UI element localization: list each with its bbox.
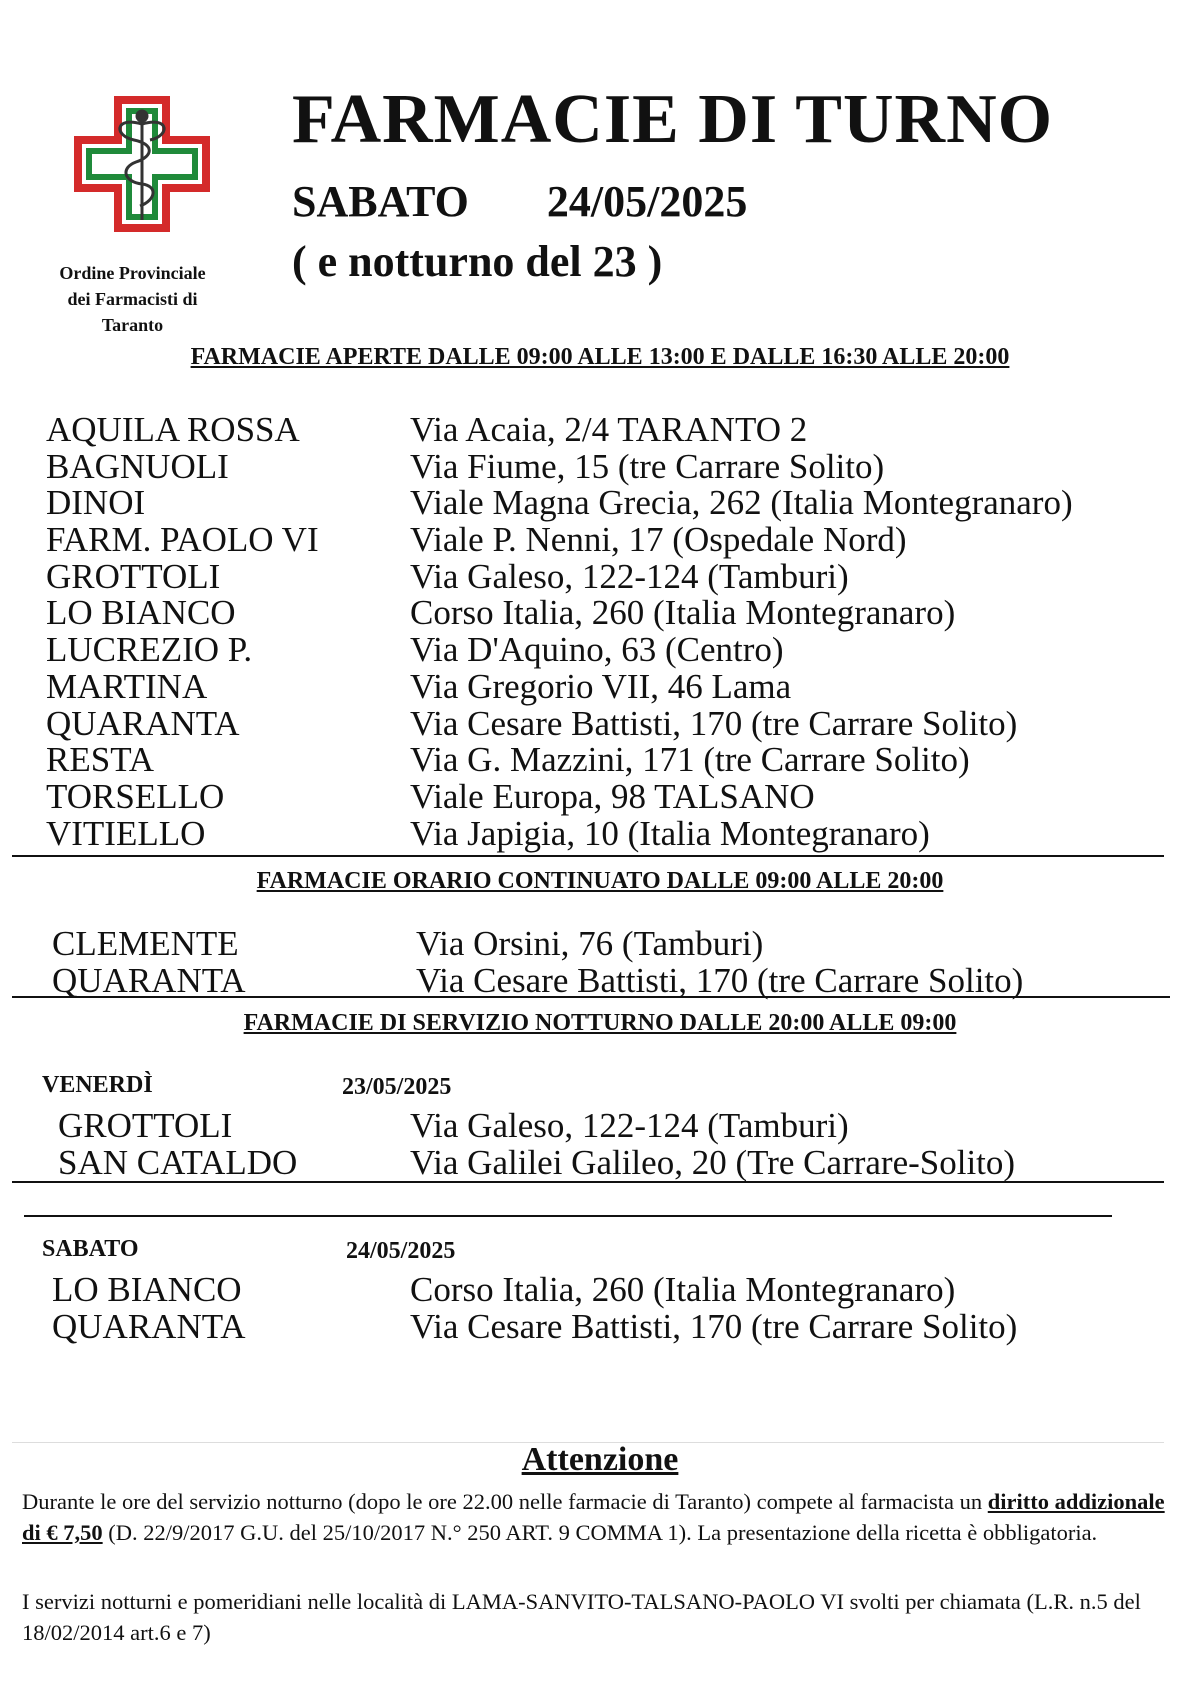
organization-name — [30, 260, 235, 338]
pharmacy-name: GROTTOLI — [46, 556, 221, 596]
pharmacy-name: QUARANTA — [52, 960, 246, 1000]
attention-text: (D. 22/9/2017 G.U. del 25/10/2017 N.° 250 ART. 9 COMMA 1). La presentazione della ricetta è obbligatoria. — [102, 1520, 1098, 1545]
divider — [24, 1215, 1112, 1217]
pharmacy-name: QUARANTA — [46, 703, 240, 743]
pharmacy-address: Viale Magna Grecia, 262 (Italia Montegranaro) — [410, 483, 1073, 523]
pharmacy-address: Via Fiume, 15 (tre Carrare Solito) — [410, 446, 885, 486]
pharmacy-address: Corso Italia, 260 (Italia Montegranaro) — [410, 593, 956, 633]
pharmacy-address: Via Japigia, 10 (Italia Montegranaro) — [410, 813, 930, 853]
page-title: FARMACIE DI TURNO — [292, 81, 1054, 158]
divider — [12, 855, 1164, 857]
org-line: Ordine Provinciale — [59, 263, 206, 283]
pharmacy-name: LO BIANCO — [52, 1270, 242, 1309]
attention-title: Attenzione — [521, 1441, 679, 1478]
org-line: dei Farmacisti di — [67, 289, 198, 309]
pharmacy-name: LUCREZIO P. — [46, 630, 253, 670]
pharmacy-address: Via Orsini, 76 (Tamburi) — [416, 924, 764, 963]
attention-paragraph-2: I servizi notturni e pomeridiani nelle località di LAMA-SANVITO-TALSANO-PAOLO VI svolti per chiamata (L.R. n.5 del 18/02/2014 art.6 e 7) — [22, 1589, 1141, 1645]
pharmacy-address: Via D'Aquino, 63 (Centro) — [410, 630, 784, 670]
pharmacy-address: Viale Europa, 98 TALSANO — [410, 776, 815, 816]
subtitle-day-date — [292, 176, 747, 227]
pharmacy-address: Via Cesare Battisti, 170 (tre Carrare Solito) — [410, 1306, 1018, 1346]
pharmacy-address: Via Galeso, 122-124 (Tamburi) — [410, 1106, 849, 1145]
pharmacy-address: Via G. Mazzini, 171 (tre Carrare Solito) — [410, 740, 970, 780]
header-day: SABATO — [292, 177, 469, 226]
night-saturday-day: SABATO — [42, 1236, 139, 1262]
pharmacy-name: RESTA — [46, 740, 155, 780]
pharmacy-name: LO BIANCO — [46, 593, 236, 633]
night-friday-day: VENERDÌ — [42, 1072, 153, 1098]
pharmacy-address: Via Galilei Galileo, 20 (Tre Carrare-Solito) — [410, 1142, 1016, 1182]
pharmacy-name: BAGNUOLI — [46, 446, 229, 486]
pharmacy-address: Via Cesare Battisti, 170 (tre Carrare Solito) — [416, 960, 1024, 1000]
attention-fee: diritto addizionale di € 7,50 — [22, 1489, 1165, 1545]
pharmacy-name: VITIELLO — [46, 813, 206, 853]
pharmacy-name: AQUILA ROSSA — [46, 410, 300, 449]
org-line: Taranto — [101, 315, 164, 335]
attention-paragraph-1 — [22, 1486, 1182, 1548]
pharmacy-name: CLEMENTE — [52, 924, 239, 963]
pharmacy-address: Via Galeso, 122-124 (Tamburi) — [410, 556, 849, 596]
pharmacy-name: MARTINA — [46, 666, 208, 706]
night-saturday-date: 24/05/2025 — [346, 1238, 456, 1264]
divider — [12, 996, 1170, 998]
night-friday-date: 23/05/2025 — [342, 1074, 452, 1100]
section-heading-continuous: FARMACIE ORARIO CONTINUATO DALLE 09:00 ALLE 20:00 — [256, 868, 944, 894]
section-heading-day: FARMACIE APERTE DALLE 09:00 ALLE 13:00 E DALLE 16:30 ALLE 20:00 — [190, 344, 1010, 370]
pharmacy-address: Via Gregorio VII, 46 Lama — [410, 666, 792, 706]
attention-text: Durante le ore del servizio notturno (dopo le ore 22.00 nelle farmacie di Taranto) compete al farmacista un — [22, 1489, 988, 1514]
pharmacy-name: TORSELLO — [46, 776, 225, 816]
pharmacy-cross-logo — [74, 96, 210, 232]
pharmacy-address: Viale P. Nenni, 17 (Ospedale Nord) — [410, 520, 907, 560]
divider — [12, 1181, 1164, 1183]
section-heading-night: FARMACIE DI SERVIZIO NOTTURNO DALLE 20:00 ALLE 09:00 — [243, 1010, 957, 1036]
pharmacy-name: QUARANTA — [52, 1306, 246, 1346]
pharmacy-name: DINOI — [46, 483, 146, 523]
pharmacy-address: Via Cesare Battisti, 170 (tre Carrare Solito) — [410, 703, 1018, 743]
header-date: 24/05/2025 — [546, 177, 748, 226]
pharmacy-name: SAN CATALDO — [58, 1142, 298, 1182]
pharmacy-name: GROTTOLI — [58, 1106, 233, 1145]
pharmacy-address: Via Acaia, 2/4 TARANTO 2 — [410, 410, 808, 449]
night-note: ( e notturno del 23 ) — [292, 237, 663, 286]
pharmacy-name: FARM. PAOLO VI — [46, 520, 319, 560]
pharmacy-address: Corso Italia, 260 (Italia Montegranaro) — [410, 1270, 956, 1309]
